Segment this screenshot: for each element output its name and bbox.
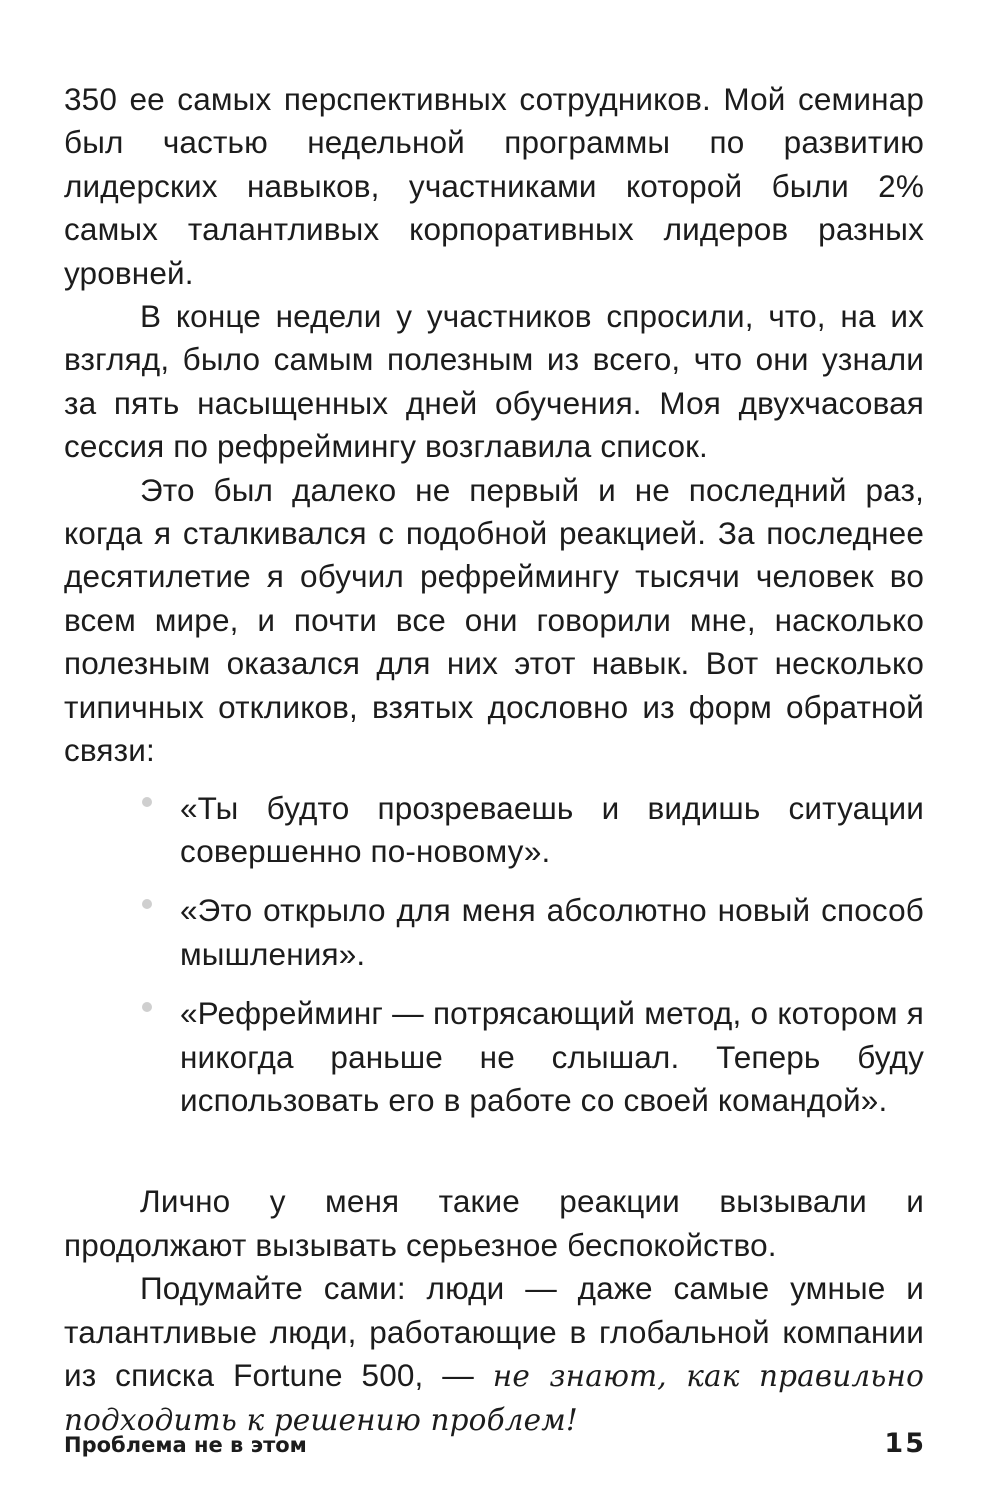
feedback-quotes-list	[64, 787, 924, 1123]
quote-text: «Ты будто прозреваешь и видишь ситуации совершенно по-новому».	[180, 789, 924, 869]
paragraph-3: Это был далеко не первый и не последний раз, когда я сталкивался с подобной реакцией. За последнее десятилетие я обучил рефреймингу тысячи человек во всем мире, и почти все они говорили мне, насколько полезным оказался для них этот навык. Вот несколько типичных откликов, взятых дословно из форм обратной связи:	[64, 471, 924, 769]
quote-item	[64, 992, 924, 1122]
bullet-icon	[142, 899, 152, 909]
page-footer	[64, 1428, 926, 1459]
paragraph-2: В конце недели у участников спросили, что, на их взгляд, было самым полезным из всего, что они узнали за пять насыщенных дней обучения. Моя двухчасовая сессия по рефреймингу возглавила список.	[64, 298, 924, 465]
paragraph-5	[64, 1267, 924, 1443]
page-number: 15	[884, 1428, 926, 1459]
page-body	[64, 78, 924, 1443]
running-footer-title: Проблема не в этом	[64, 1433, 307, 1457]
quote-item	[64, 889, 924, 976]
bullet-icon	[142, 797, 152, 807]
quote-text: «Рефрейминг — потрясающий метод, о котором я никогда раньше не слышал. Теперь буду использовать его в работе со своей командой».	[180, 995, 924, 1118]
paragraph-4: Лично у меня такие реакции вызывали и продолжают вызывать серьезное беспокойство.	[64, 1183, 924, 1263]
paragraph-1: 350 ее самых перспективных сотрудников. Мой семинар был частью недельной программы по развитию лидерских навыков, участниками которой были 2% самых талантливых корпоративных лидеров разных уровней.	[64, 81, 924, 291]
quote-item	[64, 787, 924, 874]
paragraph-5-lead: Подумайте сами: люди — даже самые умные и талантливые люди, работающие в глобальной компании из списка Fortune 500, —	[64, 1270, 924, 1393]
paragraph-5-emphasis: не знают, как правильно подходить к решению проблем!	[64, 1358, 924, 1438]
quote-text: «Это открыло для меня абсолютно новый способ мышления».	[180, 892, 924, 972]
bullet-icon	[142, 1002, 152, 1012]
